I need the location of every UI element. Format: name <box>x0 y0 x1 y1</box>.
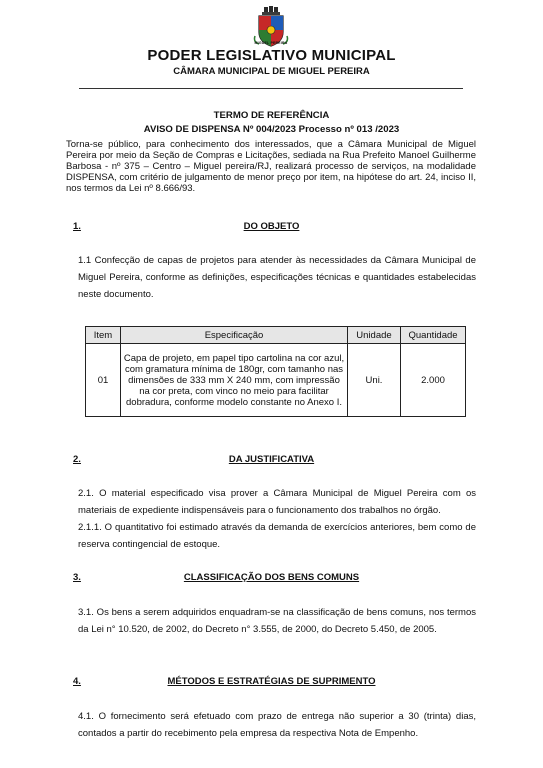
cell-unit: Uni. <box>348 344 401 417</box>
header-spec: Especificação <box>121 327 348 344</box>
section-2-paragraph-2: 2.1.1. O quantitativo foi estimado através da demanda de exercícios anteriores, bem como de reserva contingencial de estoque. <box>78 522 476 550</box>
crest-caption: MIGUEL PEREIRA <box>254 41 288 45</box>
header-item: Item <box>86 327 121 344</box>
section-4-number: 4. <box>73 676 81 687</box>
section-4-title: MÉTODOS E ESTRATÉGIAS DE SUPRIMENTO <box>167 676 376 687</box>
items-table <box>85 326 466 417</box>
doc-subtitle: AVISO DE DISPENSA Nº 004/2023 Processo nº 013 /2023 <box>143 124 400 135</box>
header-unit: Unidade <box>348 327 401 344</box>
table-row <box>86 344 466 417</box>
section-4-paragraph: 4.1. O fornecimento será efetuado com prazo de entrega não superior a 30 (trinta) dias, contados a partir do recebimento pela empresa da respectiva Nota de Empenho. <box>78 711 476 739</box>
chamber-heading: CÂMARA MUNICIPAL DE MIGUEL PEREIRA <box>173 66 370 77</box>
section-1-title: DO OBJETO <box>243 221 300 232</box>
section-2-number: 2. <box>73 454 81 465</box>
section-2-title: DA JUSTIFICATIVA <box>228 454 315 465</box>
cell-item: 01 <box>86 344 121 417</box>
doc-title: TERMO DE REFERÊNCIA <box>213 110 330 121</box>
header-divider <box>79 88 463 89</box>
intro-paragraph: Torna-se público, para conhecimento dos interessados, que a Câmara Municipal de Miguel Pereira por meio da Seção de Compras e Licitações, sediada na Rua Prefeito Manoel Guilherme Barbosa - nº 375 – Centro – Miguel pereira/RJ, realizará processo de serviços, na modalidade DISPENSA, com critério de julgamento de menor preço por item, na hipótese do art. 24, inciso II, nos termos da Lei nº 8.666/93. <box>66 139 476 194</box>
section-3-paragraph: 3.1. Os bens a serem adquiridos enquadram-se na classificação de bens comuns, nos termos da Lei n° 10.520, de 2002, do Decreto n° 3.555, de 2000, do Decreto 5.450, de 2005. <box>78 607 476 635</box>
section-1-paragraph: 1.1 Confecção de capas de projetos para atender às necessidades da Câmara Municipal de Miguel Pereira, conforme as definições, especificações técnicas e quantidades estabelecidas neste documento. <box>78 255 476 300</box>
section-3-title: CLASSIFICAÇÃO DOS BENS COMUNS <box>183 572 360 583</box>
header-qty: Quantidade <box>401 327 466 344</box>
section-2-paragraph-1: 2.1. O material especificado visa prover a Câmara Municipal de Miguel Pereira com os materiais de expediente indispensáveis para o funcionamento dos trabalhos no órgão. <box>78 488 476 516</box>
section-3-number: 3. <box>73 572 81 583</box>
cell-qty: 2.000 <box>401 344 466 417</box>
cell-spec: Capa de projeto, em papel tipo cartolina na cor azul, com gramatura mínima de 180gr, com tamanho nas dimensões de 333 mm X 240 mm, com impressão na cor preta, com vinco no meio para facilitar dobradura, conforme modelo constante no Anexo I. <box>121 344 348 417</box>
org-heading: PODER LEGISLATIVO MUNICIPAL <box>147 47 396 64</box>
section-1-number: 1. <box>73 221 81 232</box>
table-header-row <box>86 327 466 344</box>
